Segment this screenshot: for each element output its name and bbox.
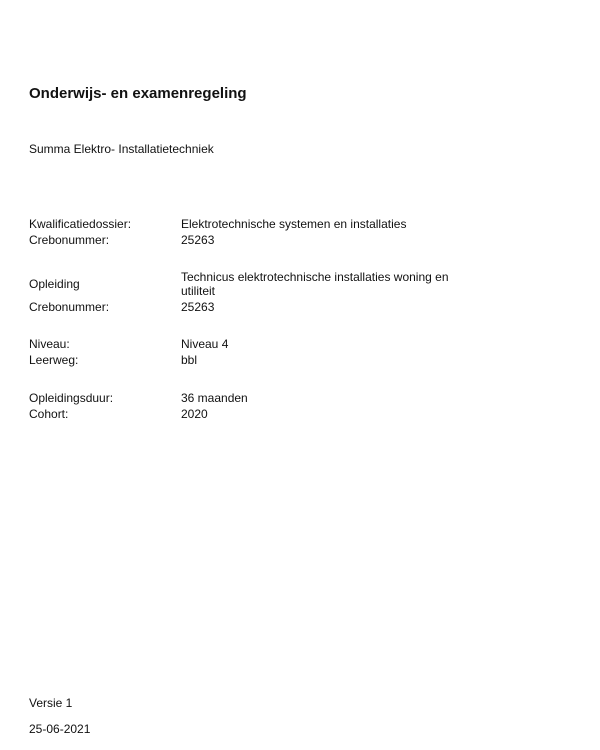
detail-label: Leerweg: (29, 353, 79, 367)
detail-value: 25263 (181, 300, 215, 314)
detail-value: Elektrotechnische systemen en installaties (181, 217, 407, 231)
document-title: Onderwijs- en examenregeling (29, 85, 247, 102)
detail-label: Kwalificatiedossier: (29, 217, 132, 231)
detail-value: 25263 (181, 233, 215, 247)
detail-value: bbl (181, 353, 198, 367)
document-subtitle: Summa Elektro- Installatietechniek (29, 142, 214, 156)
detail-value: Technicus elektrotechnische installaties woning en utiliteit (181, 270, 449, 298)
detail-label: Opleidingsduur: (29, 391, 114, 405)
detail-value: 36 maanden (181, 391, 248, 405)
detail-label: Niveau: (29, 337, 70, 351)
detail-value: Niveau 4 (181, 337, 229, 351)
detail-label: Crebonummer: (29, 300, 110, 314)
detail-value: 2020 (181, 407, 208, 421)
detail-label: Cohort: (29, 407, 69, 421)
date-label: 25-06-2021 (29, 722, 91, 736)
detail-label: Crebonummer: (29, 233, 110, 247)
detail-label: Opleiding (29, 277, 80, 291)
version-label: Versie 1 (29, 696, 73, 710)
